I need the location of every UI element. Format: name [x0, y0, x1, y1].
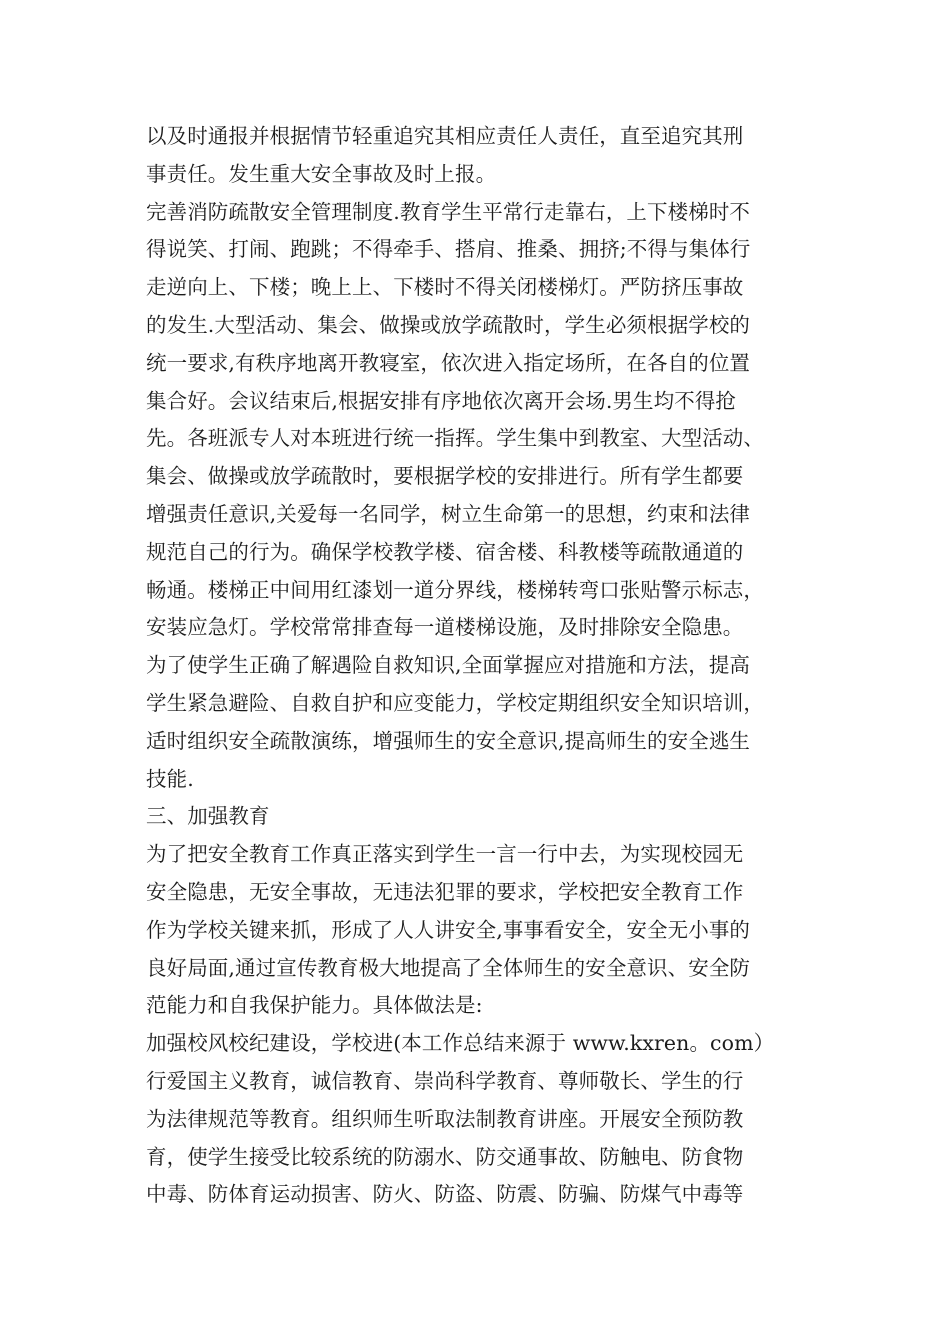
text-line: 先。各班派专人对本班进行统一指挥。学生集中到教室、大型活动、 — [146, 426, 764, 451]
text-line: 适时组织安全疏散演练，增强师生的安全意识,提高师生的安全逃生 — [146, 728, 751, 753]
document-body — [146, 118, 816, 1214]
text-line: 畅通。楼梯正中间用红漆划一道分界线，楼梯转弯口张贴警示标志， — [146, 577, 764, 602]
text-line: 育，使学生接受比较系统的防溺水、防交通事故、防触电、防食物 — [146, 1144, 744, 1169]
section-heading: 三、加强教育 — [146, 804, 270, 829]
text-line: 规范自己的行为。确保学校教学楼、宿舍楼、科教楼等疏散通道的 — [146, 539, 744, 564]
text-line: 良好局面,通过宣传教育极大地提高了全体师生的安全意识、安全防 — [146, 955, 751, 980]
text-line: 安全隐患，无安全事故，无违法犯罪的要求，学校把安全教育工作 — [146, 879, 744, 904]
text-line: 加强校风校纪建设，学校进(本工作总结来源于 www.kxren。com） — [146, 1031, 775, 1056]
text-line: 行爱国主义教育，诚信教育、崇尚科学教育、尊师敬长、学生的行 — [146, 1068, 744, 1093]
text-line: 集合好。会议结束后,根据安排有序地依次离开会场.男生均不得抢 — [146, 388, 737, 413]
text-line: 为法律规范等教育。组织师生听取法制教育讲座。开展安全预防教 — [146, 1106, 744, 1131]
text-line: 作为学校关键来抓，形成了人人讲安全,事事看安全，安全无小事的 — [146, 917, 751, 942]
text-line: 为了使学生正确了解遇险自救知识,全面掌握应对措施和方法，提高 — [146, 653, 751, 678]
text-line: 安装应急灯。学校常常排查每一道楼梯设施，及时排除安全隐患。 — [146, 615, 744, 640]
text-line: 的发生.大型活动、集会、做操或放学疏散时，学生必须根据学校的 — [146, 312, 751, 337]
text-line: 得说笑、打闹、跑跳；不得牵手、搭肩、推桑、拥挤;不得与集体行 — [146, 237, 751, 262]
text-line: 学生紧急避险、自救自护和应变能力，学校定期组织安全知识培训， — [146, 690, 764, 715]
text-line: 集会、做操或放学疏散时，要根据学校的安排进行。所有学生都要 — [146, 464, 744, 489]
text-line: 事责任。发生重大安全事故及时上报。 — [146, 161, 497, 186]
text-line: 增强责任意识,关爱每一名同学，树立生命第一的思想，约束和法律 — [146, 501, 751, 526]
text-line: 统一要求,有秩序地离开教寝室，依次进入指定场所，在各自的位置 — [146, 350, 751, 375]
text-line: 范能力和自我保护能力。具体做法是: — [146, 993, 483, 1018]
text-line: 完善消防疏散安全管理制度.教育学生平常行走靠右，上下楼梯时不 — [146, 199, 751, 224]
text-line: 技能. — [146, 766, 194, 791]
text-line: 中毒、防体育运动损害、防火、防盗、防震、防骗、防煤气中毒等 — [146, 1182, 744, 1207]
text-line: 走逆向上、下楼；晚上上、下楼时不得关闭楼梯灯。严防挤压事故 — [146, 275, 744, 300]
text-line: 为了把安全教育工作真正落实到学生一言一行中去，为实现校园无 — [146, 842, 744, 867]
text-line: 以及时通报并根据情节轻重追究其相应责任人责任，直至追究其刑 — [146, 124, 744, 148]
